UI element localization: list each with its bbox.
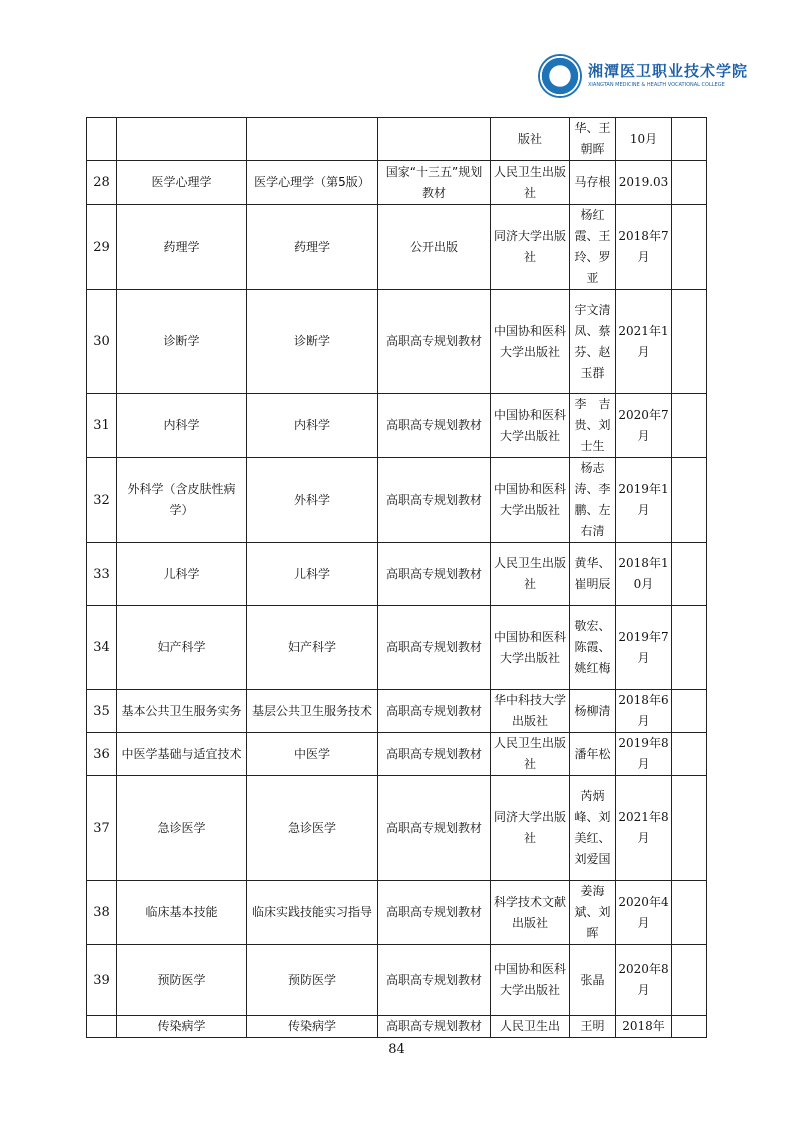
course-name: 基本公共卫生服务实务 xyxy=(121,703,242,718)
row-number: 30 xyxy=(93,334,110,349)
publisher: 中国协和医科大学出版社 xyxy=(493,482,566,517)
publish-date: 2019.03 xyxy=(618,175,669,189)
publisher: 中国协和医科大学出版社 xyxy=(493,323,566,359)
publisher: 中国协和医科大学出版社 xyxy=(493,629,566,665)
row-number: 37 xyxy=(93,820,110,836)
publisher-cell xyxy=(491,205,570,290)
course-name-cell xyxy=(117,881,247,945)
textbook-type-cell xyxy=(378,881,491,945)
publisher-cell xyxy=(491,118,570,161)
publisher-cell xyxy=(491,543,570,606)
course-name-cell xyxy=(117,290,247,394)
table-row xyxy=(87,290,707,394)
table-row xyxy=(87,161,707,205)
publisher-cell xyxy=(491,733,570,776)
course-name-cell xyxy=(117,118,247,161)
publish-date-cell xyxy=(616,394,672,458)
publisher-cell xyxy=(491,161,570,205)
textbook-type: 高职高专规划教材 xyxy=(385,492,482,507)
author: 杨志涛、李鹏、左右清 xyxy=(574,461,611,538)
row-number-cell xyxy=(87,161,117,205)
table-row xyxy=(87,733,707,776)
publisher-cell xyxy=(491,290,570,394)
row-number-cell xyxy=(87,118,117,161)
publisher: 版社 xyxy=(517,131,542,146)
textbook-name-cell xyxy=(247,543,378,606)
textbook-type: 高职高专规划教材 xyxy=(385,1019,482,1033)
author-cell xyxy=(570,945,616,1016)
textbook-name-cell xyxy=(247,394,378,458)
author: 敬宏、陈霞、姚红梅 xyxy=(574,619,611,675)
college-seal-logo xyxy=(538,54,582,98)
blank-cell-cell xyxy=(672,690,707,733)
page-number: 84 xyxy=(388,1042,405,1057)
row-number: 32 xyxy=(93,492,110,508)
row-number: 35 xyxy=(93,703,110,719)
publisher: 人民卫生出版社 xyxy=(493,164,566,200)
textbook-type: 高职高专规划教材 xyxy=(385,640,482,654)
publish-date-cell xyxy=(616,881,672,945)
publisher-cell xyxy=(491,606,570,690)
blank-cell-cell xyxy=(672,881,707,945)
table-body xyxy=(87,118,707,1038)
publisher-cell xyxy=(491,394,570,458)
blank-cell-cell xyxy=(672,394,707,458)
textbook-type: 高职高专规划教材 xyxy=(385,566,482,581)
course-name-cell xyxy=(117,394,247,458)
course-name-cell xyxy=(117,945,247,1016)
publisher-cell xyxy=(491,1016,570,1038)
course-name: 诊断学 xyxy=(163,334,200,348)
publish-date: 2018年10月 xyxy=(618,556,669,591)
course-name: 急诊医学 xyxy=(157,820,206,835)
course-name-cell xyxy=(117,458,247,543)
blank-cell-cell xyxy=(672,458,707,543)
course-name-cell xyxy=(117,606,247,690)
author: 杨红霞、王玲、罗亚 xyxy=(574,208,611,285)
row-number-cell xyxy=(87,776,117,881)
textbook-name-cell xyxy=(247,458,378,543)
publisher: 人民卫生出版社 xyxy=(493,736,566,771)
textbook-name-cell xyxy=(247,290,378,394)
publish-date: 2019年8月 xyxy=(618,736,669,771)
textbook-name-cell xyxy=(247,205,378,290)
publisher: 中国协和医科大学出版社 xyxy=(493,407,566,443)
textbook-name: 传染病学 xyxy=(287,1019,336,1033)
blank-cell-cell xyxy=(672,118,707,161)
course-name: 预防医学 xyxy=(157,972,206,987)
blank-cell-cell xyxy=(672,290,707,394)
row-number-cell xyxy=(87,205,117,290)
textbook-name: 急诊医学 xyxy=(287,820,336,835)
college-name: 湘潭医卫职业技术学院 xyxy=(588,62,749,80)
blank-cell-cell xyxy=(672,606,707,690)
course-name-cell xyxy=(117,733,247,776)
author: 马存根 xyxy=(574,175,611,189)
publisher-cell xyxy=(491,776,570,881)
author: 宇文清凤、蔡芬、赵玉群 xyxy=(574,302,611,380)
row-number: 28 xyxy=(93,175,110,190)
textbook-type: 高职高专规划教材 xyxy=(385,905,482,919)
author-cell xyxy=(570,458,616,543)
course-name: 内科学 xyxy=(163,418,200,432)
author-cell xyxy=(570,690,616,733)
textbook-type-cell xyxy=(378,776,491,881)
row-number: 31 xyxy=(93,418,110,433)
textbook-name-cell xyxy=(247,776,378,881)
textbook-table xyxy=(86,117,707,1038)
textbook-name: 医学心理学（第5版） xyxy=(254,175,370,189)
publish-date: 2018年 xyxy=(622,1019,665,1033)
textbook-type-cell xyxy=(378,394,491,458)
publish-date: 2021年8月 xyxy=(618,810,669,845)
textbook-name-cell xyxy=(247,733,378,776)
author-cell xyxy=(570,733,616,776)
textbook-type: 高职高专规划教材 xyxy=(385,703,482,718)
row-number-cell xyxy=(87,543,117,606)
publish-date-cell xyxy=(616,205,672,290)
course-name: 医学心理学 xyxy=(151,175,212,189)
page-header xyxy=(538,54,749,100)
author-cell xyxy=(570,1016,616,1038)
row-number: 39 xyxy=(93,972,110,988)
author-cell xyxy=(570,881,616,945)
textbook-type-cell xyxy=(378,606,491,690)
publisher: 同济大学出版社 xyxy=(493,229,566,264)
textbook-name: 外科学 xyxy=(293,492,330,507)
textbook-type: 高职高专规划教材 xyxy=(385,418,482,432)
textbook-type-cell xyxy=(378,945,491,1016)
textbook-type-cell xyxy=(378,118,491,161)
blank-cell-cell xyxy=(672,1016,707,1038)
publisher: 人民卫生出版社 xyxy=(493,556,566,591)
publish-date-cell xyxy=(616,776,672,881)
author: 杨柳清 xyxy=(574,703,611,718)
author-cell xyxy=(570,290,616,394)
publish-date: 2019年7月 xyxy=(618,629,669,665)
textbook-name: 儿科学 xyxy=(293,566,330,581)
row-number: 29 xyxy=(93,239,110,255)
blank-cell-cell xyxy=(672,733,707,776)
table-row xyxy=(87,205,707,290)
course-name-cell xyxy=(117,776,247,881)
publisher-cell xyxy=(491,458,570,543)
publish-date: 10月 xyxy=(629,131,658,146)
blank-cell-cell xyxy=(672,776,707,881)
textbook-name-cell xyxy=(247,606,378,690)
publisher-cell xyxy=(491,690,570,733)
table-row xyxy=(87,1016,707,1038)
author-cell xyxy=(570,606,616,690)
blank-cell-cell xyxy=(672,161,707,205)
publish-date-cell xyxy=(616,161,672,205)
course-name-cell xyxy=(117,205,247,290)
course-name: 传染病学 xyxy=(157,1019,206,1033)
publish-date-cell xyxy=(616,118,672,161)
textbook-type-cell xyxy=(378,290,491,394)
textbook-type: 公开出版 xyxy=(409,239,458,254)
course-name: 药理学 xyxy=(163,239,200,254)
publish-date-cell xyxy=(616,945,672,1016)
publish-date: 2020年8月 xyxy=(618,962,669,997)
publisher-cell xyxy=(491,945,570,1016)
textbook-name-cell xyxy=(247,1016,378,1038)
course-name-cell xyxy=(117,690,247,733)
row-number-cell xyxy=(87,394,117,458)
publish-date-cell xyxy=(616,690,672,733)
textbook-type: 高职高专规划教材 xyxy=(385,334,482,348)
author-cell xyxy=(570,161,616,205)
table-row xyxy=(87,458,707,543)
row-number-cell xyxy=(87,945,117,1016)
author: 张晶 xyxy=(580,972,605,987)
textbook-type-cell xyxy=(378,458,491,543)
course-name-cell xyxy=(117,543,247,606)
textbook-name-cell xyxy=(247,881,378,945)
author-cell xyxy=(570,118,616,161)
publisher: 中国协和医科大学出版社 xyxy=(493,962,566,997)
course-name: 外科学（含皮肤性病学） xyxy=(127,482,236,517)
course-name-cell xyxy=(117,1016,247,1038)
course-name: 儿科学 xyxy=(163,566,200,581)
textbook-type-cell xyxy=(378,543,491,606)
course-name-cell xyxy=(117,161,247,205)
publisher: 人民卫生出 xyxy=(499,1019,560,1033)
textbook-name-cell xyxy=(247,690,378,733)
table-row xyxy=(87,394,707,458)
publish-date: 2018年7月 xyxy=(618,229,669,264)
row-number-cell xyxy=(87,290,117,394)
course-name: 妇产科学 xyxy=(157,640,206,654)
textbook-name-cell xyxy=(247,945,378,1016)
row-number: 38 xyxy=(93,905,110,920)
blank-cell-cell xyxy=(672,543,707,606)
row-number: 34 xyxy=(93,640,110,655)
publisher: 同济大学出版社 xyxy=(493,810,566,845)
college-name-english: XIANGTAN MEDICINE & HEALTH VOCATIONAL COLLEGE xyxy=(588,82,725,88)
publish-date: 2020年7月 xyxy=(618,407,669,443)
row-number: 36 xyxy=(93,746,110,762)
author: 华、王朝晖 xyxy=(574,121,611,156)
textbook-name: 预防医学 xyxy=(287,972,336,987)
publish-date-cell xyxy=(616,543,672,606)
publish-date: 2021年1月 xyxy=(618,323,669,359)
table-row xyxy=(87,776,707,881)
textbook-name-cell xyxy=(247,161,378,205)
textbook-name: 诊断学 xyxy=(293,334,330,348)
publish-date-cell xyxy=(616,290,672,394)
author-cell xyxy=(570,543,616,606)
table-row xyxy=(87,881,707,945)
blank-cell-cell xyxy=(672,945,707,1016)
table-row xyxy=(87,118,707,161)
table-row xyxy=(87,606,707,690)
row-number-cell xyxy=(87,606,117,690)
textbook-name: 药理学 xyxy=(293,239,330,254)
textbook-name: 临床实践技能实习指导 xyxy=(251,905,372,919)
author-cell xyxy=(570,776,616,881)
textbook-name: 中医学 xyxy=(293,746,330,761)
row-number-cell xyxy=(87,690,117,733)
author-cell xyxy=(570,394,616,458)
publish-date-cell xyxy=(616,733,672,776)
textbook-type: 高职高专规划教材 xyxy=(385,746,482,761)
textbook-name: 内科学 xyxy=(293,418,330,432)
blank-cell-cell xyxy=(672,205,707,290)
textbook-type: 高职高专规划教材 xyxy=(385,972,482,987)
author: 姜海斌、刘晖 xyxy=(574,884,611,940)
author: 潘年松 xyxy=(574,746,611,761)
row-number-cell xyxy=(87,458,117,543)
table-row xyxy=(87,945,707,1016)
row-number-cell xyxy=(87,881,117,945)
author: 黄华、崔明辰 xyxy=(574,556,611,591)
publish-date: 2019年1月 xyxy=(618,482,669,517)
textbook-type-cell xyxy=(378,733,491,776)
table-row xyxy=(87,690,707,733)
textbook-type-cell xyxy=(378,205,491,290)
publisher-cell xyxy=(491,881,570,945)
textbook-name: 妇产科学 xyxy=(287,640,336,654)
textbook-type-cell xyxy=(378,161,491,205)
textbook-type: 高职高专规划教材 xyxy=(385,820,482,835)
textbook-name: 基层公共卫生服务技术 xyxy=(251,703,372,718)
course-name: 中医学基础与适宜技术 xyxy=(121,746,242,761)
textbook-type-cell xyxy=(378,690,491,733)
author-cell xyxy=(570,205,616,290)
textbook-type: 国家“十三五”规划教材 xyxy=(385,164,483,200)
textbook-name-cell xyxy=(247,118,378,161)
row-number-cell xyxy=(87,733,117,776)
course-name: 临床基本技能 xyxy=(145,905,218,919)
publish-date: 2018年6月 xyxy=(618,693,669,728)
author: 王明 xyxy=(580,1019,605,1033)
publish-date-cell xyxy=(616,458,672,543)
publisher: 科学技术文献出版社 xyxy=(493,894,566,930)
publish-date: 2020年4月 xyxy=(618,894,669,930)
textbook-type-cell xyxy=(378,1016,491,1038)
author: 李 吉贵、刘士生 xyxy=(574,397,611,453)
publish-date-cell xyxy=(616,606,672,690)
row-number: 33 xyxy=(93,566,110,582)
author: 芮炳峰、刘美红、刘爱国 xyxy=(574,789,611,866)
publish-date-cell xyxy=(616,1016,672,1038)
table-row xyxy=(87,543,707,606)
row-number-cell xyxy=(87,1016,117,1038)
publisher: 华中科技大学出版社 xyxy=(493,693,566,728)
